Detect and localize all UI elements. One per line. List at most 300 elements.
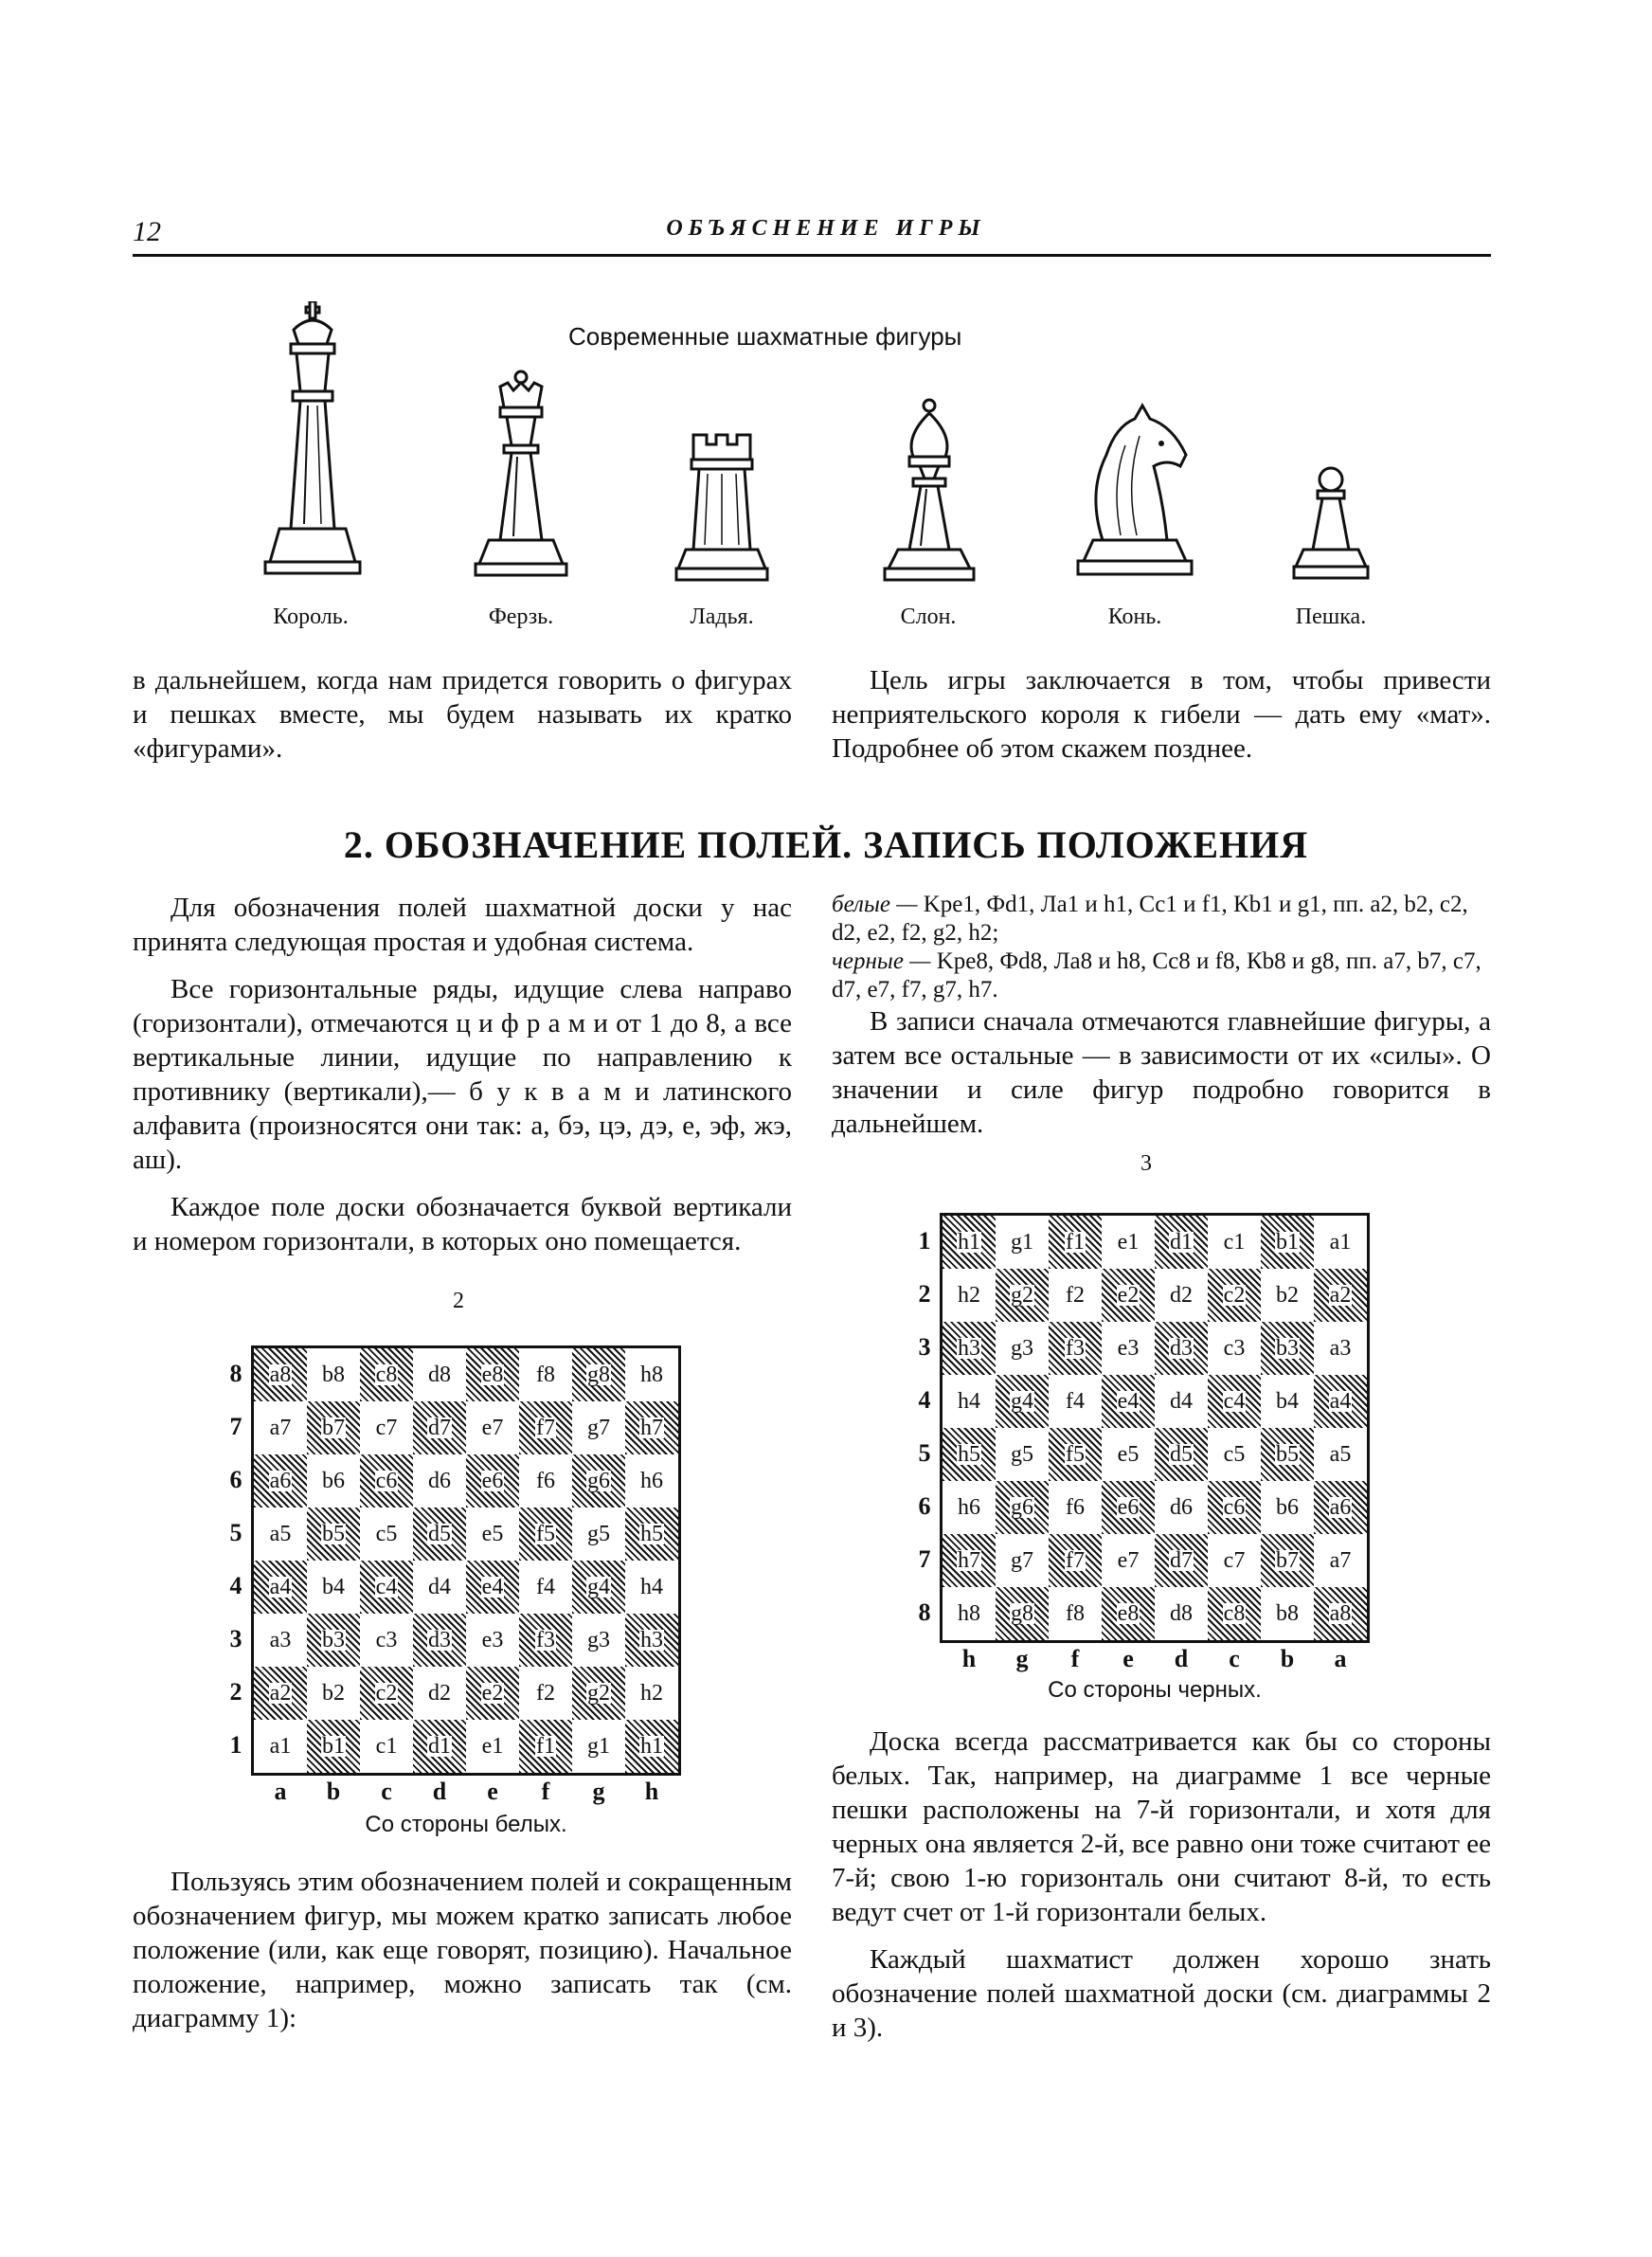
diagram-2-square-label: g6: [587, 1469, 610, 1493]
diagram-2-square-label: c2: [375, 1681, 398, 1706]
diagram-3-square-label: f4: [1066, 1388, 1085, 1414]
diagram-3-square-g7: [996, 1534, 1049, 1587]
diagram-2-square-b8: [307, 1348, 360, 1401]
diagram-2-square-label: g2: [587, 1681, 610, 1706]
diagram-3-rank-label-5: 5: [918, 1439, 931, 1467]
diagram-3-square-label: f3: [1066, 1336, 1085, 1361]
diagram-3-rank-label-3: 3: [918, 1333, 931, 1361]
queen-piece-illustration: [464, 370, 578, 586]
diagram-2-square-e2: [466, 1667, 519, 1720]
diagram-2-square-label: f2: [536, 1680, 555, 1706]
diagram-3-square-h7: [943, 1534, 996, 1587]
diagram-3-square-e8: [1102, 1587, 1155, 1640]
diagram-2-square-f8: [519, 1348, 572, 1401]
diagram-2-file-label-g: g: [592, 1778, 605, 1805]
diagram-2-square-label: c5: [375, 1521, 398, 1546]
diagram-3-square-g4: [996, 1375, 1049, 1428]
pawn-label: Пешка.: [1295, 605, 1367, 629]
diagram-2-square-c3: [360, 1614, 413, 1667]
diagram-2-square-label: a7: [269, 1415, 292, 1440]
black-notation: [832, 948, 1491, 1004]
top-left-paragraph: в дальнейшем, когда нам придется говорить о фигурах и пешках вместе, мы будем называть их кратко «фигурами».: [133, 665, 792, 764]
diagram-2-square-f1: [519, 1720, 572, 1773]
diagram-3-square-label: h1: [958, 1230, 980, 1255]
diagram-3-square-b2: [1261, 1269, 1314, 1322]
diagram-3-square-a6: [1314, 1481, 1367, 1534]
rook-label: Ладья.: [690, 605, 754, 629]
top-right-paragraph: Цель игры заключается в том, чтобы привести неприятельского короля к гибели — дать ему «мат». Подробнее об этом скажем позднее.: [832, 665, 1491, 764]
diagram-2-rank-label-8: 8: [229, 1360, 242, 1387]
running-title: ОБЪЯСНЕНИЕ ИГРЫ: [666, 216, 986, 241]
diagram-3-square-label: b3: [1276, 1336, 1299, 1361]
diagram-2-square-label: d6: [428, 1468, 451, 1493]
diagram-2-square-b7: [307, 1401, 360, 1454]
diagram-2-caption: Со стороны белых.: [365, 1812, 567, 1837]
diagram-2-square-f4: [519, 1561, 572, 1614]
diagram-3-file-label-f: f: [1070, 1645, 1080, 1672]
diagram-3-square-h2: [943, 1269, 996, 1322]
diagram-2-board: [251, 1345, 681, 1776]
diagram-2-square-g3: [572, 1614, 625, 1667]
diagram-2-square-d2: [413, 1667, 466, 1720]
diagram-3-square-g2: [996, 1269, 1049, 1322]
diagram-2-rank-label-5: 5: [229, 1519, 242, 1546]
diagram-2-square-a5: [254, 1508, 307, 1561]
diagram-2-square-label: c1: [375, 1733, 398, 1759]
diagram-3-file-label-c: c: [1229, 1645, 1240, 1672]
diagram-2-square-label: e3: [481, 1627, 504, 1652]
diagram-3-square-c5: [1208, 1428, 1261, 1481]
diagram-3-square-b5: [1261, 1428, 1314, 1481]
diagram-3-square-label: c8: [1223, 1601, 1246, 1626]
diagram-2-square-h1: [625, 1720, 678, 1773]
diagram-2-square-g1: [572, 1720, 625, 1773]
diagram-2-square-label: e7: [481, 1415, 504, 1440]
diagram-2-square-label: e8: [481, 1363, 504, 1387]
diagram-3-square-label: c3: [1223, 1335, 1246, 1361]
diagram-3-square-label: d4: [1170, 1388, 1193, 1414]
diagram-3-square-label: d6: [1170, 1494, 1193, 1520]
diagram-2-square-g5: [572, 1508, 625, 1561]
diagram-2-square-f2: [519, 1667, 572, 1720]
diagram-3-rank-label-2: 2: [918, 1280, 931, 1308]
diagram-2-square-h6: [625, 1454, 678, 1508]
pawn-piece-illustration: [1290, 464, 1372, 587]
diagram-3-square-e3: [1102, 1322, 1155, 1375]
black-position: Kpe8, Фd8, Лa8 и h8, Сc8 и f8, Кb8 и g8, пп. a7, b7, c7, d7, e7, f7, g7, h7.: [832, 948, 1481, 1002]
left-paragraph-4: Пользуясь этим обозначением полей и сокращенным обозначением фигур, мы можем кратко записать любое положение (или, как еще говорят, позицию). Начальное положение, например, можно записать так (см. диаграмму 1):: [133, 1867, 792, 2033]
diagram-2-square-h7: [625, 1401, 678, 1454]
left-paragraph-3: Каждое поле доски обозначается буквой вертикали и номером горизонтали, в которых оно помещается.: [133, 1192, 792, 1256]
diagram-2-file-label-b: b: [326, 1778, 341, 1805]
diagram-3-square-f8: [1049, 1587, 1102, 1640]
diagram-2-square-g7: [572, 1401, 625, 1454]
diagram-3-square-label: a5: [1329, 1441, 1352, 1467]
diagram-2-square-e5: [466, 1508, 519, 1561]
diagram-2-square-label: d4: [428, 1574, 451, 1599]
diagram-2-file-label-c: c: [381, 1778, 392, 1805]
diagram-3-square-g6: [996, 1481, 1049, 1534]
diagram-2-square-c1: [360, 1720, 413, 1773]
diagram-3-square-label: e8: [1117, 1601, 1140, 1626]
diagram-3-square-label: g7: [1011, 1547, 1033, 1573]
header-rule: [133, 254, 1491, 257]
diagram-2-square-c2: [360, 1667, 413, 1720]
diagram-3-square-d1: [1155, 1216, 1208, 1269]
diagram-2-square-e3: [466, 1614, 519, 1667]
diagram-3-square-label: a7: [1329, 1547, 1352, 1573]
diagram-3-square-g1: [996, 1216, 1049, 1269]
white-label: белые —: [832, 892, 918, 917]
diagram-2-square-label: h4: [640, 1574, 663, 1599]
diagram-3-square-g5: [996, 1428, 1049, 1481]
diagram-3-square-f3: [1049, 1322, 1102, 1375]
diagram-2-square-b5: [307, 1508, 360, 1561]
diagram-2-file-label-d: d: [432, 1778, 447, 1805]
left-paragraph-1: Для обозначения полей шахматной доски у нас принята следующая простая и удобная система.: [133, 893, 792, 957]
diagram-3-square-c8: [1208, 1587, 1261, 1640]
diagram-2-square-h2: [625, 1667, 678, 1720]
diagram-3-square-a4: [1314, 1375, 1367, 1428]
diagram-3-square-label: b8: [1276, 1600, 1299, 1626]
diagram-2-square-label: h6: [640, 1468, 663, 1493]
diagram-3-square-label: c5: [1223, 1441, 1246, 1467]
diagram-3-square-label: c1: [1223, 1229, 1246, 1255]
diagram-3-square-label: b2: [1276, 1282, 1299, 1308]
diagram-3-square-e2: [1102, 1269, 1155, 1322]
diagram-3-number: 3: [1140, 1151, 1152, 1176]
diagram-2-rank-label-1: 1: [229, 1731, 242, 1759]
diagram-2-square-label: c4: [375, 1575, 398, 1599]
diagram-2-rank-label-6: 6: [229, 1466, 242, 1493]
diagram-3-square-label: c2: [1223, 1283, 1246, 1308]
diagram-3-rank-label-7: 7: [918, 1545, 931, 1573]
diagram-3-square-label: e4: [1117, 1389, 1140, 1414]
diagram-3-square-c3: [1208, 1322, 1261, 1375]
diagram-2-square-label: b3: [322, 1628, 345, 1652]
diagram-3-square-label: h5: [958, 1442, 980, 1467]
diagram-3-square-label: h6: [958, 1494, 980, 1520]
diagram-3-square-label: g5: [1011, 1441, 1033, 1467]
diagram-2-square-a2: [254, 1667, 307, 1720]
diagram-2-square-label: h3: [640, 1628, 663, 1652]
diagram-2-file-label-e: e: [487, 1778, 498, 1805]
diagram-3-square-e7: [1102, 1534, 1155, 1587]
diagram-2-square-e7: [466, 1401, 519, 1454]
diagram-2-square-label: c8: [375, 1363, 398, 1387]
diagram-3-square-a5: [1314, 1428, 1367, 1481]
diagram-2-square-label: g7: [587, 1415, 610, 1440]
diagram-2-square-d6: [413, 1454, 466, 1508]
diagram-2-square-d4: [413, 1561, 466, 1614]
diagram-3-square-b8: [1261, 1587, 1314, 1640]
diagram-3-square-label: e5: [1117, 1441, 1140, 1467]
diagram-2-square-a4: [254, 1561, 307, 1614]
diagram-2-square-h5: [625, 1508, 678, 1561]
diagram-3-square-h5: [943, 1428, 996, 1481]
diagram-3-square-a8: [1314, 1587, 1367, 1640]
diagram-2-square-g4: [572, 1561, 625, 1614]
diagram-2-square-d5: [413, 1508, 466, 1561]
diagram-2-square-label: d8: [428, 1362, 451, 1387]
diagram-3-square-d7: [1155, 1534, 1208, 1587]
diagram-3-square-label: f6: [1066, 1494, 1085, 1520]
diagram-2-square-c5: [360, 1508, 413, 1561]
diagram-2-square-f6: [519, 1454, 572, 1508]
bishop-label: Слон.: [900, 605, 957, 629]
diagram-2-square-label: e4: [481, 1575, 504, 1599]
diagram-3-square-label: b1: [1276, 1230, 1299, 1255]
white-notation: [832, 891, 1491, 948]
diagram-3-square-e1: [1102, 1216, 1155, 1269]
diagram-3-square-label: a1: [1329, 1229, 1352, 1255]
diagram-3-square-label: d5: [1170, 1442, 1193, 1467]
diagram-3-square-h3: [943, 1322, 996, 1375]
diagram-2-square-c4: [360, 1561, 413, 1614]
diagram-2-rank-label-4: 4: [229, 1572, 242, 1599]
right-column-bottom: [832, 1724, 1491, 2058]
diagram-2-square-label: h7: [640, 1416, 663, 1440]
diagram-3-square-label: b4: [1276, 1388, 1299, 1414]
diagram-3-square-g8: [996, 1587, 1049, 1640]
diagram-2-square-b1: [307, 1720, 360, 1773]
diagram-3-square-label: c7: [1223, 1547, 1246, 1573]
diagram-3-square-label: e3: [1117, 1335, 1140, 1361]
diagram-2-square-a6: [254, 1454, 307, 1508]
diagram-2-square-label: b2: [322, 1680, 345, 1706]
diagram-2-number: 2: [453, 1289, 464, 1313]
diagram-2-square-label: f8: [536, 1362, 555, 1387]
diagram-3-square-label: b7: [1276, 1548, 1299, 1573]
diagram-3-rank-label-8: 8: [918, 1598, 931, 1626]
diagram-2-square-label: b8: [322, 1362, 345, 1387]
diagram-3-file-label-d: d: [1174, 1645, 1189, 1672]
diagram-2-square-label: g4: [587, 1575, 610, 1599]
diagram-3-square-a2: [1314, 1269, 1367, 1322]
diagram-2-square-label: g8: [587, 1363, 610, 1387]
diagram-3-square-f5: [1049, 1428, 1102, 1481]
diagram-3-square-c7: [1208, 1534, 1261, 1587]
diagram-2-square-label: h8: [640, 1362, 663, 1387]
diagram-3-file-label-e: e: [1122, 1645, 1134, 1672]
diagram-3-square-label: a8: [1329, 1601, 1352, 1626]
diagram-3-square-label: h7: [958, 1548, 980, 1573]
diagram-2-square-label: b5: [322, 1522, 345, 1546]
diagram-3-square-c4: [1208, 1375, 1261, 1428]
diagram-2-square-label: a5: [269, 1521, 292, 1546]
section-title: 2. ОБОЗНАЧЕНИЕ ПОЛЕЙ. ЗАПИСЬ ПОЛОЖЕНИЯ: [343, 823, 1309, 866]
diagram-2-square-e4: [466, 1561, 519, 1614]
notation-block: [832, 891, 1491, 1004]
knight-label: Конь.: [1107, 605, 1162, 629]
diagram-2-square-b2: [307, 1667, 360, 1720]
diagram-3-square-e6: [1102, 1481, 1155, 1534]
diagram-2-square-label: a4: [269, 1575, 292, 1599]
diagram-3-square-label: a2: [1329, 1283, 1352, 1308]
diagram-2-file-label-a: a: [274, 1778, 287, 1805]
diagram-3-square-f1: [1049, 1216, 1102, 1269]
diagram-3-square-label: a3: [1329, 1335, 1352, 1361]
diagram-3-square-b3: [1261, 1322, 1314, 1375]
diagram-2-square-f3: [519, 1614, 572, 1667]
diagram-2-square-label: a1: [269, 1733, 292, 1759]
diagram-2-square-label: e6: [481, 1469, 504, 1493]
white-position: Kpe1, Фd1, Лa1 и h1, Сc1 и f1, Кb1 и g1, пп. a2, b2, c2, d2, e2, f2, g2, h2;: [832, 892, 1468, 946]
diagram-3-square-label: d7: [1170, 1548, 1193, 1573]
diagram-2-square-label: h2: [640, 1680, 663, 1706]
diagram-3-square-h8: [943, 1587, 996, 1640]
diagram-3-square-b4: [1261, 1375, 1314, 1428]
diagram-3-square-a1: [1314, 1216, 1367, 1269]
diagram-2-rank-label-7: 7: [229, 1413, 242, 1440]
diagram-3-square-label: e6: [1117, 1495, 1140, 1520]
diagram-3-square-d3: [1155, 1322, 1208, 1375]
diagram-3-square-label: g4: [1011, 1389, 1033, 1414]
diagram-2-square-label: a6: [269, 1469, 292, 1493]
diagram-2-square-f5: [519, 1508, 572, 1561]
diagram-3-square-label: h8: [958, 1600, 980, 1626]
diagram-2-square-a7: [254, 1401, 307, 1454]
diagram-3-square-label: f8: [1066, 1600, 1085, 1626]
diagram-3-square-f6: [1049, 1481, 1102, 1534]
diagram-2-square-e6: [466, 1454, 519, 1508]
diagram-3-square-d4: [1155, 1375, 1208, 1428]
diagram-2-square-label: e2: [481, 1681, 504, 1706]
diagram-3-square-label: f5: [1066, 1442, 1085, 1467]
diagram-2-square-h8: [625, 1348, 678, 1401]
diagram-3-square-d8: [1155, 1587, 1208, 1640]
diagram-2-square-h4: [625, 1561, 678, 1614]
diagram-3-rank-label-4: 4: [918, 1386, 931, 1414]
diagram-3-square-label: g2: [1011, 1283, 1033, 1308]
left-column-top: [133, 891, 792, 1272]
diagram-2-square-b6: [307, 1454, 360, 1508]
diagram-3-file-label-b: b: [1280, 1645, 1295, 1672]
diagram-2-square-g2: [572, 1667, 625, 1720]
right-paragraph-2: Доска всегда рассматривается как бы со стороны белых. Так, например, на диаграмме 1 все черные пешки расположены на 7-й горизонтали, и хотя для черных она является 2-й, все равно они тоже считают ее 7-й; свою 1-ю горизонталь они считают 8-й, то есть ведут счет от 1-й горизонтали белых.: [832, 1726, 1491, 1927]
diagram-2-square-b4: [307, 1561, 360, 1614]
diagram-2-square-e1: [466, 1720, 519, 1773]
diagram-3-square-a7: [1314, 1534, 1367, 1587]
diagram-3-square-b7: [1261, 1534, 1314, 1587]
diagram-2-square-label: c6: [375, 1469, 398, 1493]
diagram-3-square-label: h2: [958, 1282, 980, 1308]
diagram-2-square-label: e1: [481, 1733, 504, 1759]
diagram-3-square-label: g3: [1011, 1335, 1033, 1361]
diagram-2-square-e8: [466, 1348, 519, 1401]
diagram-3-square-label: f7: [1066, 1548, 1085, 1573]
diagram-3-square-label: d8: [1170, 1600, 1193, 1626]
diagram-2-square-label: b7: [322, 1416, 345, 1440]
figures-title: Современные шахматные фигуры: [568, 322, 962, 351]
diagram-3-square-f2: [1049, 1269, 1102, 1322]
diagram-2-square-label: e5: [481, 1521, 504, 1546]
diagram-2-square-label: f6: [536, 1468, 555, 1493]
diagram-2-square-a1: [254, 1720, 307, 1773]
diagram-3-square-c6: [1208, 1481, 1261, 1534]
diagram-3-square-h1: [943, 1216, 996, 1269]
diagram-3-square-c2: [1208, 1269, 1261, 1322]
diagram-3-square-label: f2: [1066, 1282, 1085, 1308]
diagram-3-square-f4: [1049, 1375, 1102, 1428]
diagram-2-square-label: g3: [587, 1627, 610, 1652]
right-paragraph-3: Каждый шахматист должен хорошо знать обозначение полей шахматной доски (см. диаграммы 2 и 3).: [832, 1944, 1491, 2043]
bishop-piece-illustration: [877, 398, 981, 587]
diagram-2-square-d1: [413, 1720, 466, 1773]
king-label: Король.: [273, 605, 349, 629]
page-number: 12: [133, 216, 161, 247]
diagram-3-square-h6: [943, 1481, 996, 1534]
diagram-2-square-label: b6: [322, 1468, 345, 1493]
diagram-3-square-a3: [1314, 1322, 1367, 1375]
diagram-2-square-d8: [413, 1348, 466, 1401]
top-left-column: [133, 663, 792, 779]
diagram-2-square-a3: [254, 1614, 307, 1667]
diagram-3-square-label: g6: [1011, 1495, 1033, 1520]
diagram-2-square-label: h1: [640, 1734, 663, 1759]
black-label: черные —: [832, 948, 931, 974]
diagram-2-square-label: c7: [375, 1415, 398, 1440]
diagram-3-board: [940, 1213, 1370, 1643]
diagram-3-square-label: d1: [1170, 1230, 1193, 1255]
knight-piece-illustration: [1068, 398, 1201, 587]
diagram-2-square-label: a8: [269, 1363, 292, 1387]
diagram-2-file-label-f: f: [541, 1778, 550, 1805]
diagram-3-square-g3: [996, 1322, 1049, 1375]
diagram-3-square-d6: [1155, 1481, 1208, 1534]
top-right-column: [832, 663, 1491, 779]
diagram-2-square-label: b1: [322, 1734, 345, 1759]
diagram-3-caption: Со стороны черных.: [1048, 1677, 1262, 1703]
diagram-2-square-label: b4: [322, 1574, 345, 1599]
diagram-3-square-d5: [1155, 1428, 1208, 1481]
diagram-2-square-label: a3: [269, 1627, 292, 1652]
diagram-3-square-label: g1: [1011, 1229, 1033, 1255]
rook-piece-illustration: [674, 431, 769, 587]
left-column-bottom: [133, 1865, 792, 2049]
diagram-2-square-label: a2: [269, 1681, 292, 1706]
diagram-3-file-label-a: a: [1334, 1645, 1347, 1672]
diagram-3-square-label: h3: [958, 1336, 980, 1361]
diagram-3-square-label: e7: [1117, 1547, 1140, 1573]
diagram-2-square-label: d3: [428, 1628, 451, 1652]
diagram-2-square-d3: [413, 1614, 466, 1667]
diagram-2-square-label: f1: [536, 1734, 555, 1759]
diagram-2-rank-label-2: 2: [229, 1678, 242, 1706]
diagram-3-square-label: b5: [1276, 1442, 1299, 1467]
diagram-2-square-g6: [572, 1454, 625, 1508]
diagram-2-square-c7: [360, 1401, 413, 1454]
diagram-3-square-h4: [943, 1375, 996, 1428]
diagram-3-square-label: a4: [1329, 1389, 1352, 1414]
diagram-2-square-label: f7: [536, 1416, 555, 1440]
diagram-2-square-label: h5: [640, 1522, 663, 1546]
diagram-3-square-label: d3: [1170, 1336, 1193, 1361]
right-column-top: [832, 1004, 1491, 1154]
diagram-3-square-label: d2: [1170, 1282, 1193, 1308]
diagram-2-square-label: g1: [587, 1733, 610, 1759]
diagram-2-square-label: c3: [375, 1627, 398, 1652]
diagram-2-square-label: f3: [536, 1628, 555, 1652]
diagram-3-square-label: h4: [958, 1388, 980, 1414]
diagram-2-square-label: d1: [428, 1734, 451, 1759]
diagram-3-square-label: e1: [1117, 1229, 1140, 1255]
diagram-3-square-e5: [1102, 1428, 1155, 1481]
diagram-2-square-label: d2: [428, 1680, 451, 1706]
diagram-3-square-label: a6: [1329, 1495, 1352, 1520]
diagram-3-square-label: c4: [1223, 1389, 1246, 1414]
diagram-3-square-b1: [1261, 1216, 1314, 1269]
